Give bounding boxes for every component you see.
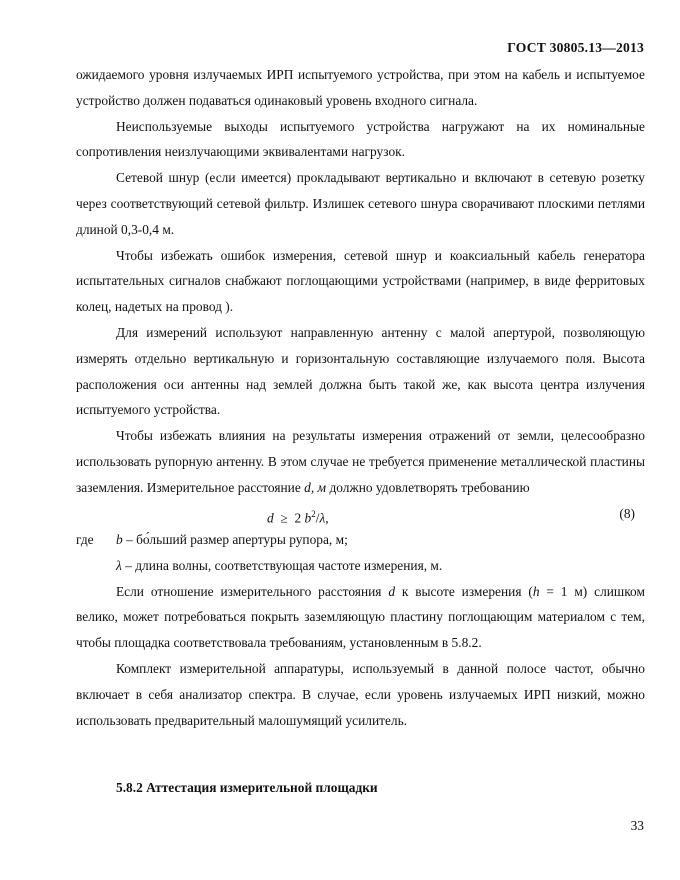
formula-exponent: 2 (311, 508, 316, 519)
variable-d: d, (304, 479, 315, 495)
paragraph-4: Чтобы избежать ошибок измерения, сетевой шнур и коаксиальный кабель генератора испытательных сигналов снабжают поглощающими устройствами (например, в виде ферритовых колец, надетых на провод ). (76, 247, 645, 315)
formula-comma: , (325, 510, 329, 526)
paragraph-5: Для измерений используют направленную антенну с малой апертурой, позволяющую измерять отдельно вертикальную и горизонтальную составляющие излучаемого поля. Высота расположения оси антенны над землей должна быть такой же, как высота центра излучения испытуемого устройства. (76, 324, 645, 418)
formula-operator: ≥ (280, 510, 288, 526)
definition-b-symbol: b (116, 531, 123, 547)
page-number: 33 (630, 818, 644, 833)
document-number-header: ГОСТ 30805.13—2013 (507, 40, 644, 55)
paragraph-1: ожидаемого уровня излучаемых ИРП испытуемого устройства, при этом на кабель и испытуемое устройство должен подаваться одинаковый уровень входного сигнала. (76, 67, 645, 108)
where-label: где (76, 531, 94, 547)
definition-lambda-text: – длина волны, соответствующая частоте измерения, м. (125, 557, 443, 573)
definition-lambda (76, 553, 645, 579)
formula-8 (76, 501, 645, 527)
paragraph-7-text: Если отношение измерительного расстояния (116, 583, 382, 599)
definition-b-text: – бо́льший размер апертуры рупора, м; (126, 531, 348, 547)
formula-lambda: λ (319, 510, 326, 526)
unit-m: м (317, 479, 327, 495)
paragraph-2: Неиспользуемые выходы испытуемого устройства нагружают на их номинальные сопротивления неизлучающими эквивалентами нагрузок. (76, 118, 645, 160)
definition-lambda-symbol: λ (116, 557, 122, 573)
variable-d-2: d (388, 583, 396, 599)
formula-number: (8) (619, 505, 635, 521)
formula-lhs: d (267, 510, 274, 526)
paragraph-6 (76, 423, 645, 500)
variable-h: h (532, 583, 540, 599)
paragraph-7-mid: к высоте измерения ( (401, 583, 533, 599)
paragraph-6-text: Чтобы избежать влияния на результаты измерения отражений от земли, целесообразно использовать рупорную антенну. В этом случае не требуется применение металлической пластины заземления. Измерительное расстояние (76, 428, 645, 495)
paragraph-7-rest: = 1 м) слишком велико, может потребоваться покрыть заземляющую пластину поглощающим материалом с тем, чтобы площадка соответствовала требованиям, установленным в 5.8.2. (76, 583, 645, 651)
formula-slash: / (315, 510, 320, 526)
definition-b (76, 527, 645, 553)
paragraph-3: Сетевой шнур (если имеется) прокладывают вертикально и включают в сетевую розетку через соответствующий сетевой фильтр. Излишек сетевого шнура сворачивают плоскими петлями длиной 0,3-0,4 м. (76, 170, 645, 237)
paragraph-7 (76, 579, 645, 656)
document-body (76, 62, 645, 733)
formula-coefficient: 2 (294, 510, 302, 526)
paragraph-8: Комплект измерительной аппаратуры, используемый в данной полосе частот, обычно включает в себя анализатор спектра. В случае, если уровень излучаемых ИРП низкий, можно использовать предварительный малошумящий усилитель. (76, 660, 645, 728)
formula-b: b (304, 510, 312, 526)
paragraph-6-tail: должно удовлетворять требованию (329, 479, 530, 495)
section-title: 5.8.2 Аттестация измерительной площадки (116, 780, 378, 795)
